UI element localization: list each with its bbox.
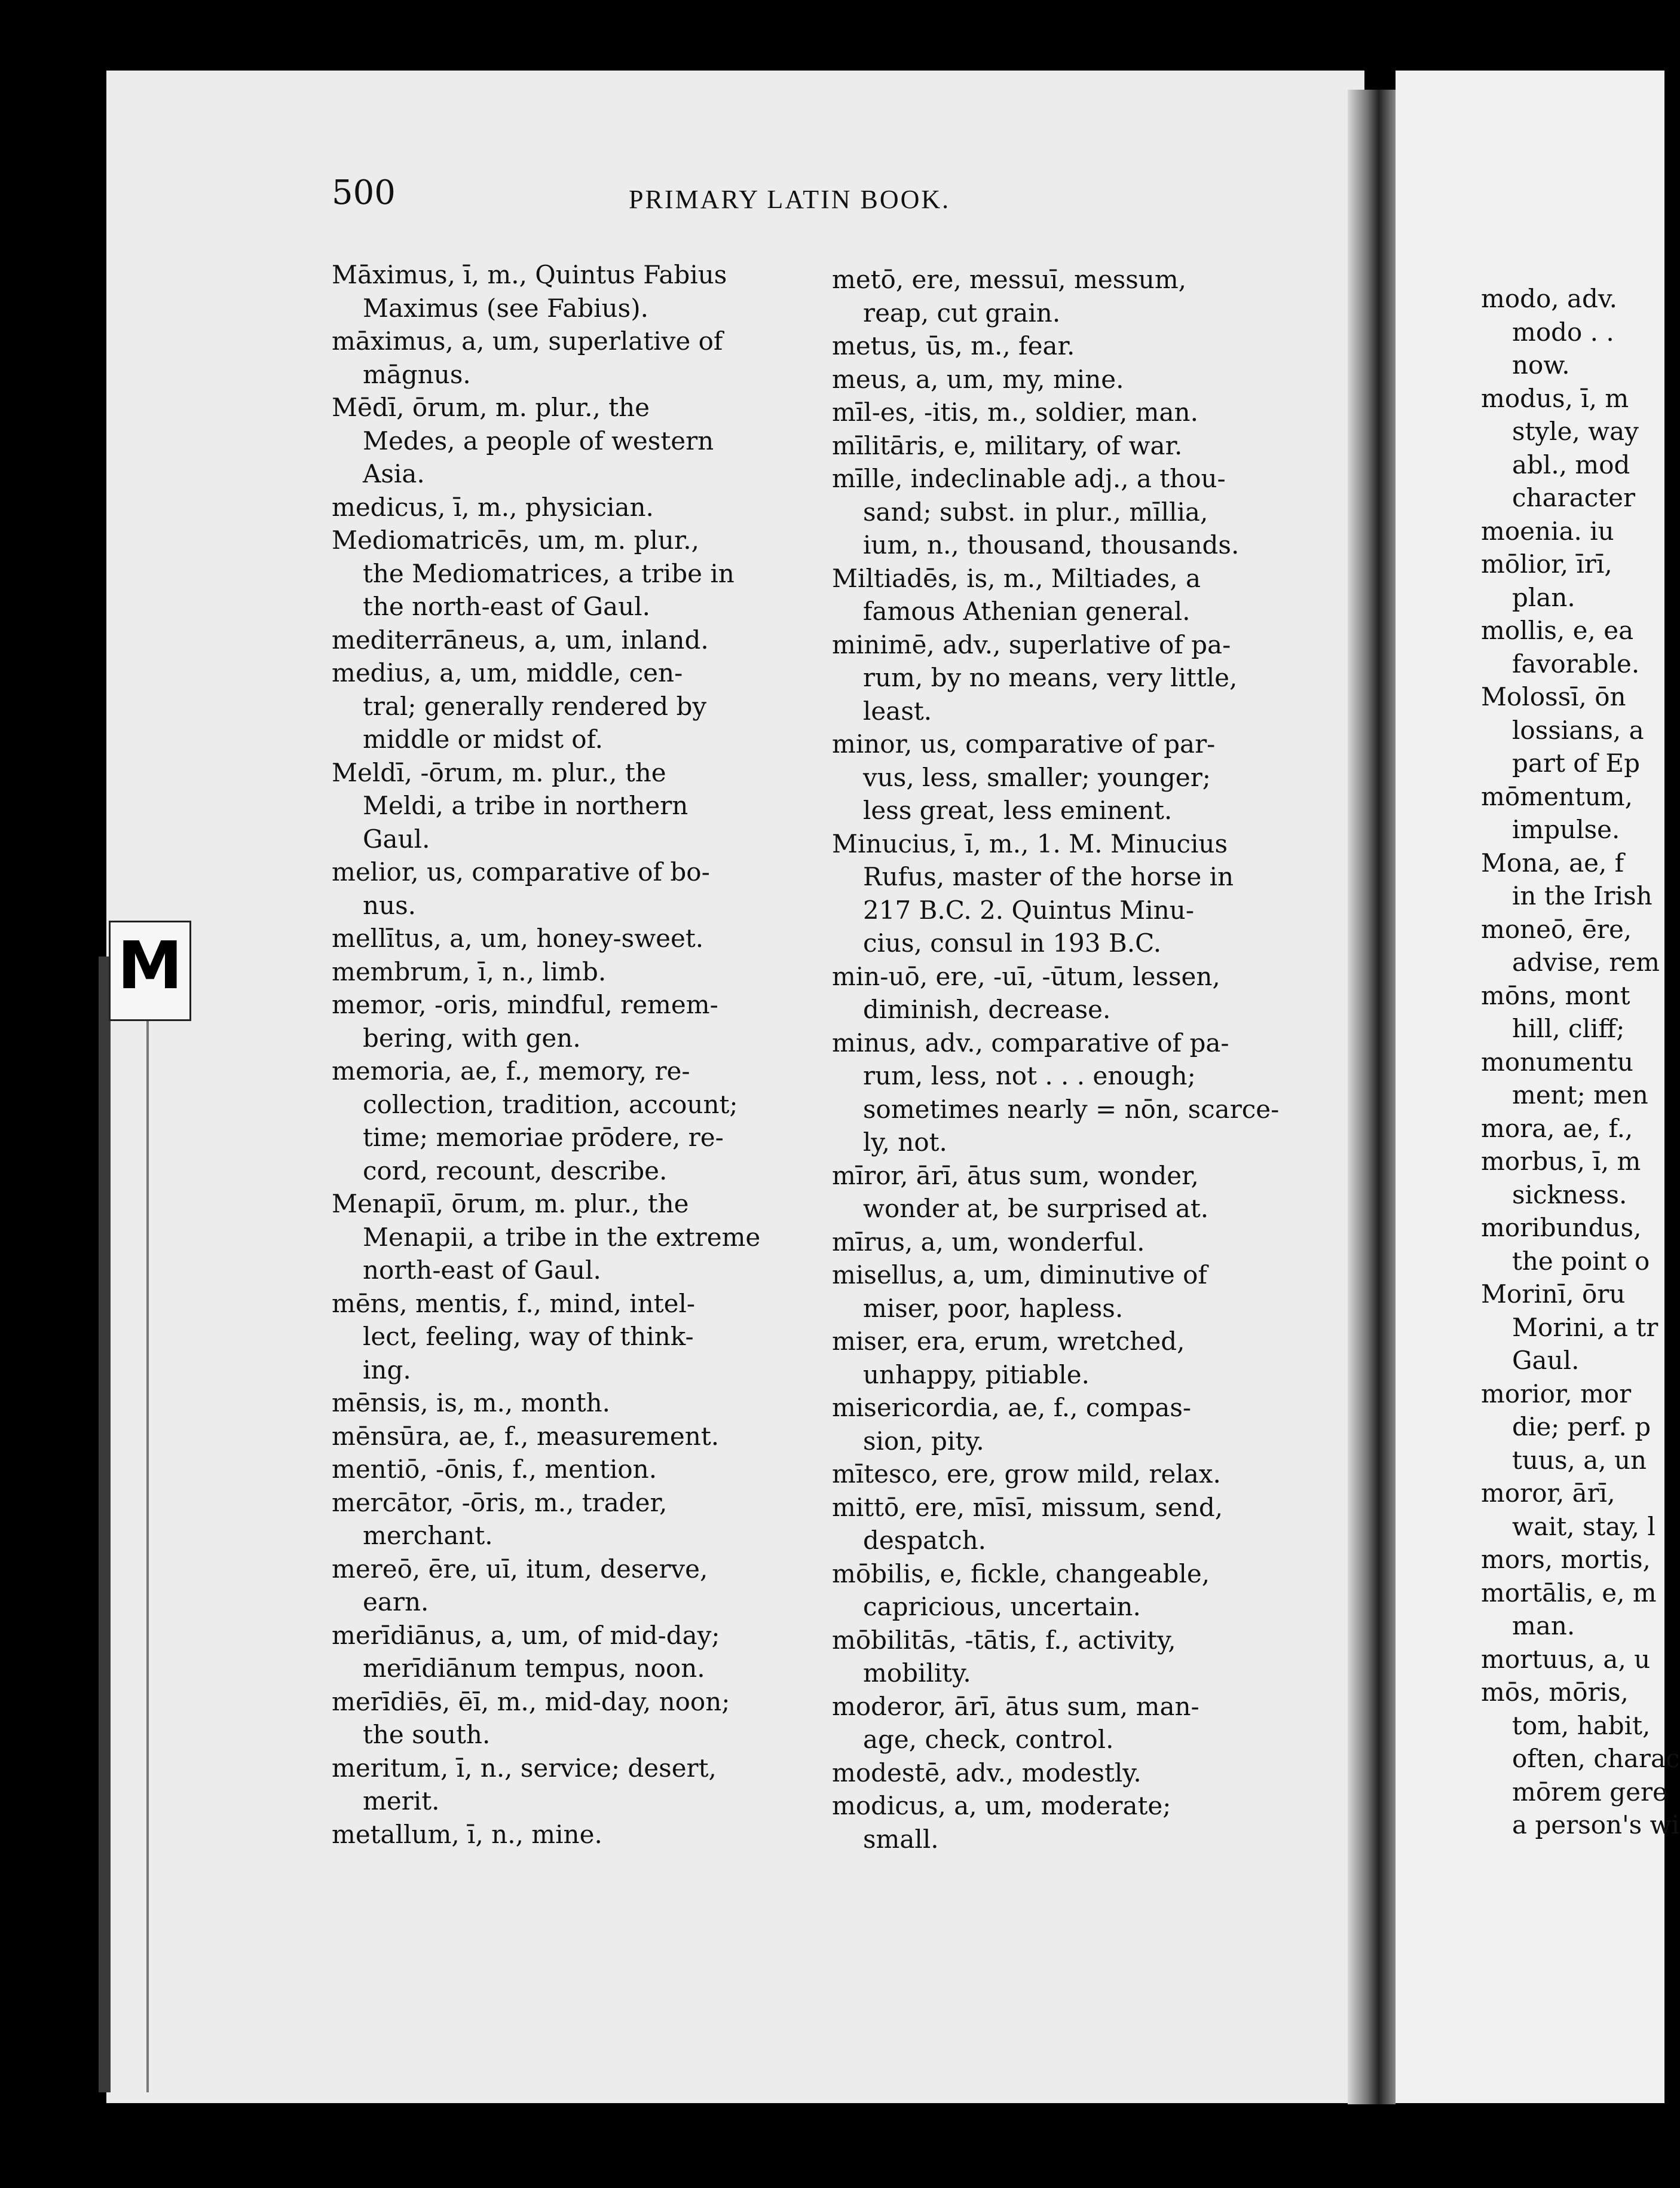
dictionary-line: mors, mortis, bbox=[1481, 1545, 1651, 1574]
dictionary-line: wait, stay, l bbox=[1512, 1511, 1655, 1541]
dictionary-line: misellus, a, um, diminutive of bbox=[832, 1260, 1207, 1289]
dictionary-line: bering, with gen. bbox=[363, 1023, 581, 1053]
dictionary-line: mōbilis, e, fickle, changeable, bbox=[832, 1559, 1210, 1588]
dictionary-line: wonder at, be surprised at. bbox=[863, 1194, 1209, 1223]
dictionary-line: moenia. iu bbox=[1481, 516, 1614, 546]
dictionary-line: minimē, adv., superlative of pa- bbox=[832, 629, 1231, 659]
dictionary-line: mēnsis, is, m., month. bbox=[332, 1388, 610, 1417]
running-head: PRIMARY LATIN BOOK. bbox=[629, 185, 951, 214]
dictionary-line: Miltiadēs, is, m., Miltiades, a bbox=[832, 563, 1201, 593]
thumb-index-letter: M bbox=[117, 927, 183, 1004]
page-edge-line bbox=[146, 1016, 149, 2092]
dictionary-line: Rufus, master of the horse in bbox=[863, 862, 1234, 891]
dictionary-line: merit. bbox=[363, 1786, 440, 1816]
dictionary-line: Menapii, a tribe in the extreme bbox=[363, 1222, 761, 1252]
dictionary-line: earn. bbox=[363, 1587, 429, 1616]
dictionary-line: collection, tradition, account; bbox=[363, 1089, 738, 1119]
dictionary-line: time; memoriae prōdere, re- bbox=[363, 1123, 724, 1152]
dictionary-line: metus, ūs, m., fear. bbox=[832, 331, 1075, 360]
dictionary-line: merīdiānum tempus, noon. bbox=[363, 1654, 705, 1683]
dictionary-line: diminish, decrease. bbox=[863, 995, 1111, 1024]
dictionary-line: Molossī, ōn bbox=[1481, 682, 1626, 711]
dictionary-line: minus, adv., comparative of pa- bbox=[832, 1028, 1229, 1058]
dictionary-line: plan. bbox=[1512, 582, 1575, 612]
dictionary-line: modicus, a, um, moderate; bbox=[832, 1791, 1171, 1820]
dictionary-line: Gaul. bbox=[1512, 1346, 1580, 1375]
dictionary-line: medicus, ī, m., physician. bbox=[332, 492, 654, 522]
dictionary-line: the point o bbox=[1512, 1246, 1650, 1276]
dictionary-line: die; perf. p bbox=[1512, 1412, 1651, 1441]
dictionary-line: the north-east of Gaul. bbox=[363, 592, 650, 621]
dictionary-line: cord, recount, describe. bbox=[363, 1156, 668, 1185]
dictionary-line: rum, less, not . . . enough; bbox=[863, 1061, 1196, 1090]
dictionary-line: min-uō, ere, -uī, -ūtum, lessen, bbox=[832, 961, 1220, 991]
dictionary-line: the south. bbox=[363, 1720, 491, 1749]
page-edge-shadow bbox=[99, 957, 111, 2092]
dictionary-line: membrum, ī, n., limb. bbox=[332, 957, 607, 986]
dictionary-line: sickness. bbox=[1512, 1179, 1627, 1209]
dictionary-line: mīrus, a, um, wonderful. bbox=[832, 1227, 1145, 1257]
dictionary-line: mortuus, a, u bbox=[1481, 1644, 1651, 1674]
dictionary-line: advise, rem bbox=[1512, 948, 1660, 977]
dictionary-line: Medes, a people of western bbox=[363, 426, 714, 456]
dictionary-line: capricious, uncertain. bbox=[863, 1592, 1141, 1621]
dictionary-line: mīl-es, -itis, m., soldier, man. bbox=[832, 398, 1198, 427]
dictionary-line: mōns, mont bbox=[1481, 980, 1630, 1010]
dictionary-line: cius, consul in 193 B.C. bbox=[863, 928, 1162, 958]
dictionary-line: sand; subst. in plur., mīllia, bbox=[863, 497, 1208, 527]
dictionary-line: modo, adv. bbox=[1481, 284, 1618, 313]
dictionary-line: moribundus, bbox=[1481, 1213, 1642, 1242]
dictionary-line: lect, feeling, way of think- bbox=[363, 1322, 694, 1351]
dictionary-line: mēnsūra, ae, f., measurement. bbox=[332, 1421, 720, 1451]
dictionary-line: Meldi, a tribe in northern bbox=[363, 791, 688, 820]
dictionary-line: mīlitāris, e, military, of war. bbox=[832, 430, 1183, 460]
dictionary-line: merīdiānus, a, um, of mid-day; bbox=[332, 1620, 720, 1650]
dictionary-line: mercātor, -ōris, m., trader, bbox=[332, 1487, 668, 1517]
dictionary-line: Minucius, ī, m., 1. M. Minucius bbox=[832, 829, 1228, 858]
dictionary-line: melior, us, comparative of bo- bbox=[332, 857, 710, 887]
dictionary-line: hill, cliff; bbox=[1512, 1014, 1625, 1043]
dictionary-line: misericordia, ae, f., compas- bbox=[832, 1393, 1192, 1422]
dictionary-column-middle bbox=[832, 263, 1298, 1856]
dictionary-line: famous Athenian general. bbox=[863, 597, 1191, 626]
thumb-index-tab bbox=[109, 921, 191, 1021]
dictionary-line: memoria, ae, f., memory, re- bbox=[332, 1056, 690, 1086]
dictionary-line: mōs, mōris, bbox=[1481, 1677, 1629, 1707]
dictionary-line: mediterrāneus, a, um, inland. bbox=[332, 625, 709, 655]
dictionary-line: mobility. bbox=[863, 1658, 971, 1688]
dictionary-line: mittō, ere, mīsī, missum, send, bbox=[832, 1492, 1223, 1522]
dictionary-line: tral; generally rendered by bbox=[363, 691, 707, 721]
dictionary-line: meus, a, um, my, mine. bbox=[832, 364, 1124, 394]
dictionary-line: merchant. bbox=[363, 1521, 493, 1550]
dictionary-line: man. bbox=[1512, 1611, 1575, 1640]
dictionary-column-left bbox=[332, 258, 810, 1851]
dictionary-line: despatch. bbox=[863, 1526, 987, 1555]
dictionary-line: 217 B.C. 2. Quintus Minu- bbox=[863, 895, 1195, 925]
dictionary-line: Māximus, ī, m., Quintus Fabius bbox=[332, 260, 727, 289]
dictionary-line: mentiō, -ōnis, f., mention. bbox=[332, 1454, 657, 1484]
dictionary-line: abl., mod bbox=[1512, 450, 1630, 479]
dictionary-line: unhappy, pitiable. bbox=[863, 1359, 1090, 1389]
dictionary-line: meritum, ī, n., service; desert, bbox=[332, 1753, 717, 1783]
dictionary-line: sometimes nearly = nōn, scarce- bbox=[863, 1094, 1280, 1124]
page-number: 500 bbox=[332, 173, 396, 212]
dictionary-line: ment; men bbox=[1512, 1080, 1648, 1110]
dictionary-line: character bbox=[1512, 483, 1636, 512]
dictionary-column-right bbox=[1481, 282, 1680, 1842]
dictionary-line: mōbilitās, -tātis, f., activity, bbox=[832, 1625, 1176, 1655]
dictionary-line: Maximus (see Fabius). bbox=[363, 293, 648, 323]
dictionary-line: memor, -oris, mindful, remem- bbox=[332, 990, 718, 1019]
dictionary-line: the Mediomatrices, a tribe in bbox=[363, 558, 735, 588]
dictionary-line: morior, mor bbox=[1481, 1379, 1632, 1408]
dictionary-line: mereō, ēre, uī, itum, deserve, bbox=[332, 1554, 708, 1584]
dictionary-line: mōmentum, bbox=[1481, 781, 1633, 811]
dictionary-line: favorable. bbox=[1512, 649, 1640, 679]
dictionary-line: often, charac bbox=[1512, 1744, 1680, 1773]
dictionary-line: minor, us, comparative of par- bbox=[832, 729, 1216, 759]
dictionary-line: mīlle, indeclinable adj., a thou- bbox=[832, 464, 1226, 493]
dictionary-line: Morini, a tr bbox=[1512, 1312, 1658, 1342]
dictionary-line: monumentu bbox=[1481, 1047, 1633, 1077]
dictionary-line: Mediomatricēs, um, m. plur., bbox=[332, 525, 699, 555]
dictionary-line: modo . . bbox=[1512, 317, 1614, 347]
dictionary-line: mītesco, ere, grow mild, relax. bbox=[832, 1459, 1221, 1489]
dictionary-line: mōrem gere bbox=[1512, 1777, 1667, 1807]
dictionary-line: ly, not. bbox=[863, 1127, 947, 1157]
dictionary-line: mortālis, e, m bbox=[1481, 1578, 1657, 1608]
dictionary-line: metō, ere, messuī, messum, bbox=[832, 265, 1187, 294]
dictionary-line: Mona, ae, f bbox=[1481, 848, 1624, 878]
dictionary-line: style, way bbox=[1512, 417, 1639, 446]
dictionary-line: a person's wi bbox=[1512, 1810, 1679, 1839]
dictionary-line: impulse. bbox=[1512, 815, 1620, 844]
dictionary-line: less great, less eminent. bbox=[863, 796, 1173, 825]
dictionary-line: modestē, adv., modestly. bbox=[832, 1758, 1142, 1787]
dictionary-line: nus. bbox=[363, 890, 417, 920]
dictionary-line: mollis, e, ea bbox=[1481, 616, 1634, 645]
dictionary-line: age, check, control. bbox=[863, 1725, 1114, 1754]
dictionary-line: modus, ī, m bbox=[1481, 383, 1629, 413]
dictionary-line: medius, a, um, middle, cen- bbox=[332, 658, 683, 687]
dictionary-line: sion, pity. bbox=[863, 1426, 984, 1456]
dictionary-line: Meldī, -ōrum, m. plur., the bbox=[332, 757, 666, 787]
dictionary-line: moror, ārī, bbox=[1481, 1478, 1615, 1508]
dictionary-line: miser, poor, hapless. bbox=[863, 1293, 1124, 1323]
dictionary-line: now. bbox=[1512, 350, 1570, 380]
dictionary-line: mīror, ārī, ātus sum, wonder, bbox=[832, 1160, 1199, 1190]
dictionary-line: moneō, ēre, bbox=[1481, 914, 1632, 944]
dictionary-line: tom, habit, bbox=[1512, 1710, 1651, 1740]
dictionary-line: mellītus, a, um, honey-sweet. bbox=[332, 924, 704, 953]
dictionary-line: morbus, ī, m bbox=[1481, 1147, 1641, 1176]
dictionary-line: Menapiī, ōrum, m. plur., the bbox=[332, 1189, 689, 1218]
dictionary-line: tuus, a, un bbox=[1512, 1445, 1647, 1475]
dictionary-line: māximus, a, um, superlative of bbox=[332, 326, 723, 356]
dictionary-line: Morinī, ōru bbox=[1481, 1279, 1626, 1309]
dictionary-line: merīdiēs, ēī, m., mid-day, noon; bbox=[332, 1686, 730, 1716]
dictionary-line: Asia. bbox=[363, 459, 425, 488]
dictionary-line: middle or midst of. bbox=[363, 725, 603, 754]
dictionary-line: ium, n., thousand, thousands. bbox=[863, 530, 1240, 560]
dictionary-line: Gaul. bbox=[363, 824, 430, 854]
dictionary-line: rum, by no means, very little, bbox=[863, 663, 1238, 692]
dictionary-line: vus, less, smaller; younger; bbox=[863, 762, 1211, 792]
dictionary-line: lossians, a bbox=[1512, 715, 1644, 745]
dictionary-line: māgnus. bbox=[363, 359, 471, 389]
dictionary-line: ing. bbox=[363, 1355, 411, 1385]
dictionary-line: mēns, mentis, f., mind, intel- bbox=[332, 1288, 696, 1318]
dictionary-line: part of Ep bbox=[1512, 748, 1640, 778]
book-gutter bbox=[1348, 90, 1396, 2104]
dictionary-line: metallum, ī, n., mine. bbox=[332, 1819, 602, 1849]
dictionary-line: moderor, ārī, ātus sum, man- bbox=[832, 1691, 1199, 1721]
dictionary-line: mora, ae, f., bbox=[1481, 1113, 1633, 1143]
dictionary-line: small. bbox=[863, 1824, 939, 1854]
dictionary-line: least. bbox=[863, 696, 932, 726]
dictionary-line: north-east of Gaul. bbox=[363, 1255, 601, 1285]
dictionary-line: in the Irish bbox=[1512, 881, 1653, 910]
dictionary-line: miser, era, erum, wretched, bbox=[832, 1327, 1185, 1356]
dictionary-line: mōlior, īrī, bbox=[1481, 549, 1612, 579]
dictionary-line: Mēdī, ōrum, m. plur., the bbox=[332, 393, 650, 422]
dictionary-line: reap, cut grain. bbox=[863, 298, 1061, 328]
